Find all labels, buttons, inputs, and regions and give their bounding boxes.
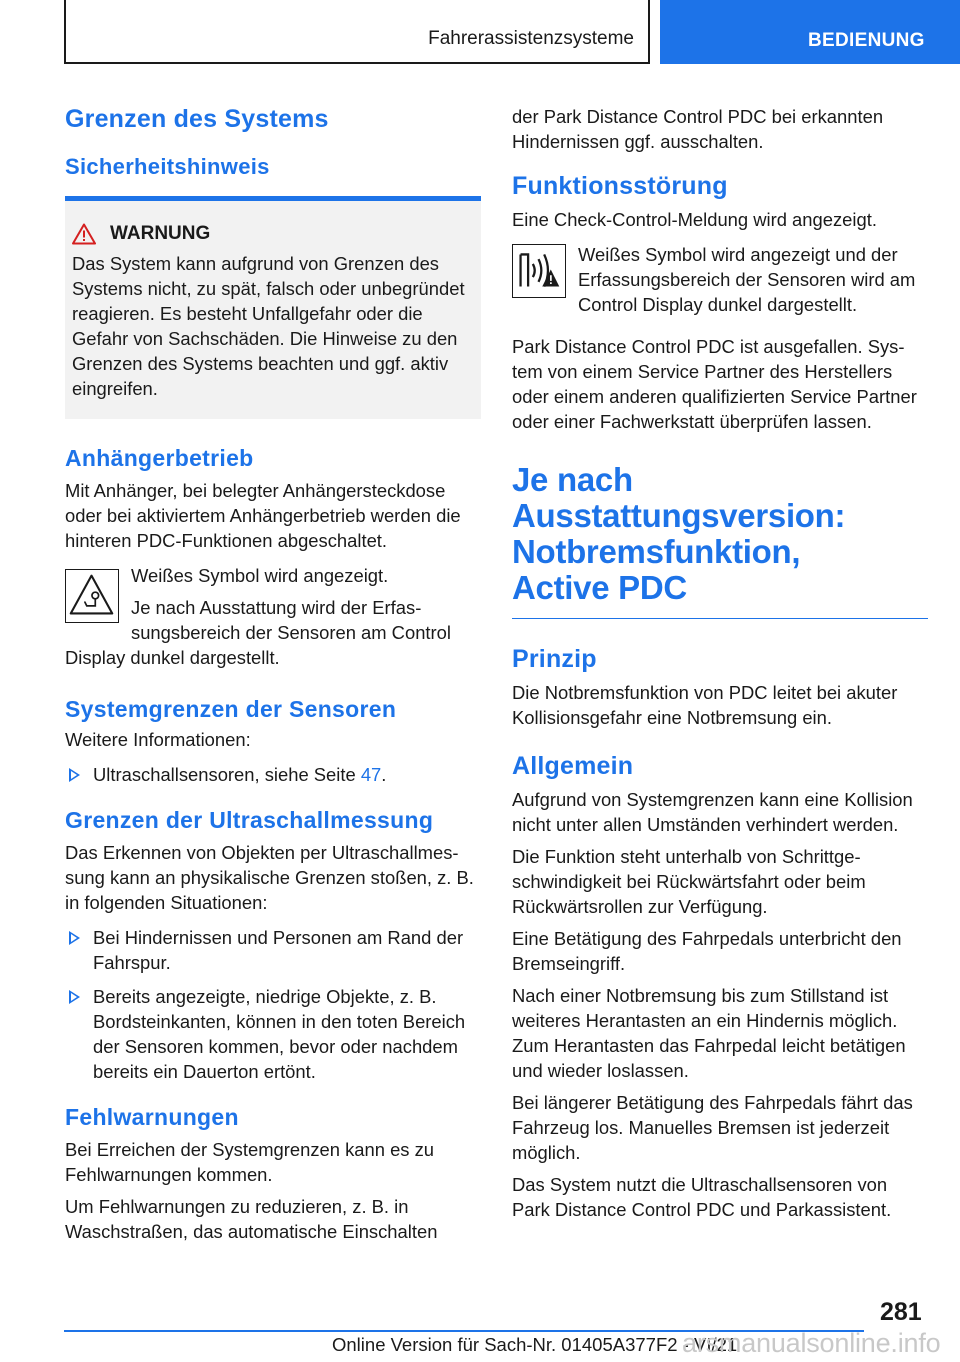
header-chapter-tab[interactable] — [660, 0, 960, 64]
header-chapter-label: BEDIENUNG — [808, 30, 925, 51]
warning-text: Das System kann aufgrund von Grenzen des Systems nicht, zu spät, falsch oder unbegründet reagieren. Es besteht Unfallgefahr oder die Gefahr von Sachschäden. Die Hinweise zu den Grenzen des Systems beachten und ggf. aktiv eingreifen. — [72, 253, 465, 399]
paragraph-fehlwarnungen-2: Um Fehlwarnungen zu reduzieren, z. B. in Waschstraßen, das automatische Einschalten — [65, 1196, 438, 1242]
paragraph-fehlwarnungen-1: Bei Erreichen der Systemgrenzen kann es zu Fehlwarnungen kommen. — [65, 1139, 435, 1185]
heading-big-line: Je nach — [512, 461, 633, 498]
header-section-title: Fahrerassistenzsysteme — [428, 28, 634, 49]
trailer-symbol-box — [65, 569, 119, 623]
triangle-bullet-icon — [69, 768, 80, 782]
heading-big-line: Notbremsfunktion, — [512, 533, 801, 570]
paragraph-allgemein: Nach einer Notbremsung bis zum Stillstand ist weiteres Herantasten an ein Hindernis möglich. Zum Herantasten das Fahrpedal leicht betätigen und wieder loslassen. — [512, 985, 906, 1081]
paragraph-allgemein: Bei längerer Betätigung des Fahrpedals fährt das Fahrzeug los. Manuelles Bremsen ist jederzeit möglich. — [512, 1092, 913, 1163]
heading-ultraschallmessung: Grenzen der Ultraschallmessung — [65, 807, 434, 833]
trailer-symbol-line1: Weißes Symbol wird angezeigt. — [131, 565, 389, 586]
heading-prinzip: Prinzip — [512, 645, 597, 673]
list-item — [65, 762, 481, 787]
warning-title: WARNUNG — [110, 223, 211, 244]
page-link-47[interactable]: 47 — [360, 764, 382, 785]
warning-title-row — [72, 223, 473, 245]
paragraph-ultraschallmessung: Das Erkennen von Objekten per Ultraschallmessung kann an physikalische Grenzen stoßen, z. B. in folgenden Situationen: — [65, 842, 474, 913]
list-item — [65, 925, 481, 975]
trailer-symbol-line3: Display dunkel dargestellt. — [65, 647, 280, 668]
heading-fehlwarnungen: Fehlwarnungen — [65, 1104, 239, 1130]
paragraph-allgemein: Die Funktion steht unterhalb von Schrittgeschwindigkeit bei Rückwärtsfahrt oder beim Rückwärtsrollen zur Verfügung. — [512, 846, 866, 917]
heading-underline — [512, 618, 928, 619]
paragraph-allgemein: Eine Betätigung des Fahrpedals unterbricht den Bremseingriff. — [512, 928, 902, 974]
heading-allgemein: Allgemein — [512, 752, 634, 780]
header-section-box — [64, 0, 650, 64]
heading-grenzen: Grenzen des Systems — [65, 105, 329, 133]
pdc-symbol-box — [512, 244, 566, 298]
list-ultraschall-situationen — [65, 925, 481, 1084]
footer-watermark: arsmanualsonline.info — [682, 1328, 941, 1358]
paragraph-prinzip: Die Notbremsfunktion von PDC leitet bei akuter Kollisionsgefahr eine Notbremsung ein. — [512, 682, 898, 728]
trailer-symbol-block — [65, 563, 481, 645]
paragraph-weitere-informationen: Weitere Informationen: — [65, 729, 251, 750]
heading-notbremsfunktion — [512, 462, 928, 606]
list-item — [65, 984, 481, 1084]
warning-box — [65, 196, 481, 419]
paragraph-allgemein: Das System nutzt die Ultraschallsensoren von Park Distance Control PDC und Parkassistent. — [512, 1174, 892, 1220]
trailer-symbol-line2: Je nach Ausstattung wird der Erfassungsbereich der Sensoren am Control — [131, 597, 451, 643]
page-number: 281 — [880, 1298, 922, 1326]
pdc-symbol-block — [512, 242, 928, 326]
warning-triangle-icon — [72, 223, 96, 245]
left-column — [65, 100, 481, 1251]
trailer-warning-symbol-icon — [66, 570, 117, 621]
list-weitere-informationen — [65, 762, 481, 787]
paragraph-anhaengerbetrieb: Mit Anhänger, bei belegter Anhängersteckdose oder bei aktiviertem Anhängerbetrieb werden die hinteren PDC-Funktionen abgeschaltet. — [65, 480, 461, 551]
heading-funktionsstoerung: Funktionsstörung — [512, 172, 728, 200]
list-item-end: . — [381, 764, 387, 785]
list-item-text: Ultraschallsensoren, siehe Seite — [93, 764, 361, 785]
triangle-bullet-icon — [69, 931, 80, 945]
paragraph-check-control: Eine Check-Control-Meldung wird angezeigt. — [512, 209, 877, 230]
pdc-sensor-symbol-icon — [513, 245, 564, 296]
paragraph-allgemein: Aufgrund von Systemgrenzen kann eine Kollision nicht unter allen Umständen verhindert werden. — [512, 789, 913, 835]
list-item-text: Bei Hindernissen und Personen am Rand der Fahrspur. — [93, 927, 464, 973]
right-column — [512, 100, 928, 1229]
paragraph-continuation: der Park Distance Control PDC bei erkannten Hindernissen ggf. ausschalten. — [512, 106, 884, 152]
pdc-symbol-text: Weißes Symbol wird angezeigt und der Erfassungsbereich der Sensoren wird am Control Display dunkel dargestellt. — [578, 244, 916, 315]
list-item-text: Bereits angezeigte, niedrige Objekte, z. B. Bordsteinkanten, können in den toten Bereich der Sensoren kommen, bevor oder nachdem bereits ein Dauerton ertönt. — [93, 986, 466, 1082]
heading-systemgrenzen: Systemgrenzen der Sensoren — [65, 696, 397, 722]
heading-sicherheitshinweis: Sicherheitshinweis — [65, 154, 270, 179]
paragraph-pdc-ausgefallen: Park Distance Control PDC ist ausgefallen. System von einem Service Partner des Herstellers oder einem anderen qualifizierten Service Partner oder einer Fachwerkstatt überprüfen lassen. — [512, 336, 917, 432]
heading-big-line: Ausstattungsversion: — [512, 497, 846, 534]
heading-anhaengerbetrieb: Anhängerbetrieb — [65, 445, 254, 471]
heading-big-line: Active PDC — [512, 569, 687, 606]
footer-online-version: Online Version für Sach-Nr. 01405A377F2 - VI/21 — [332, 1334, 738, 1355]
triangle-bullet-icon — [69, 990, 80, 1004]
